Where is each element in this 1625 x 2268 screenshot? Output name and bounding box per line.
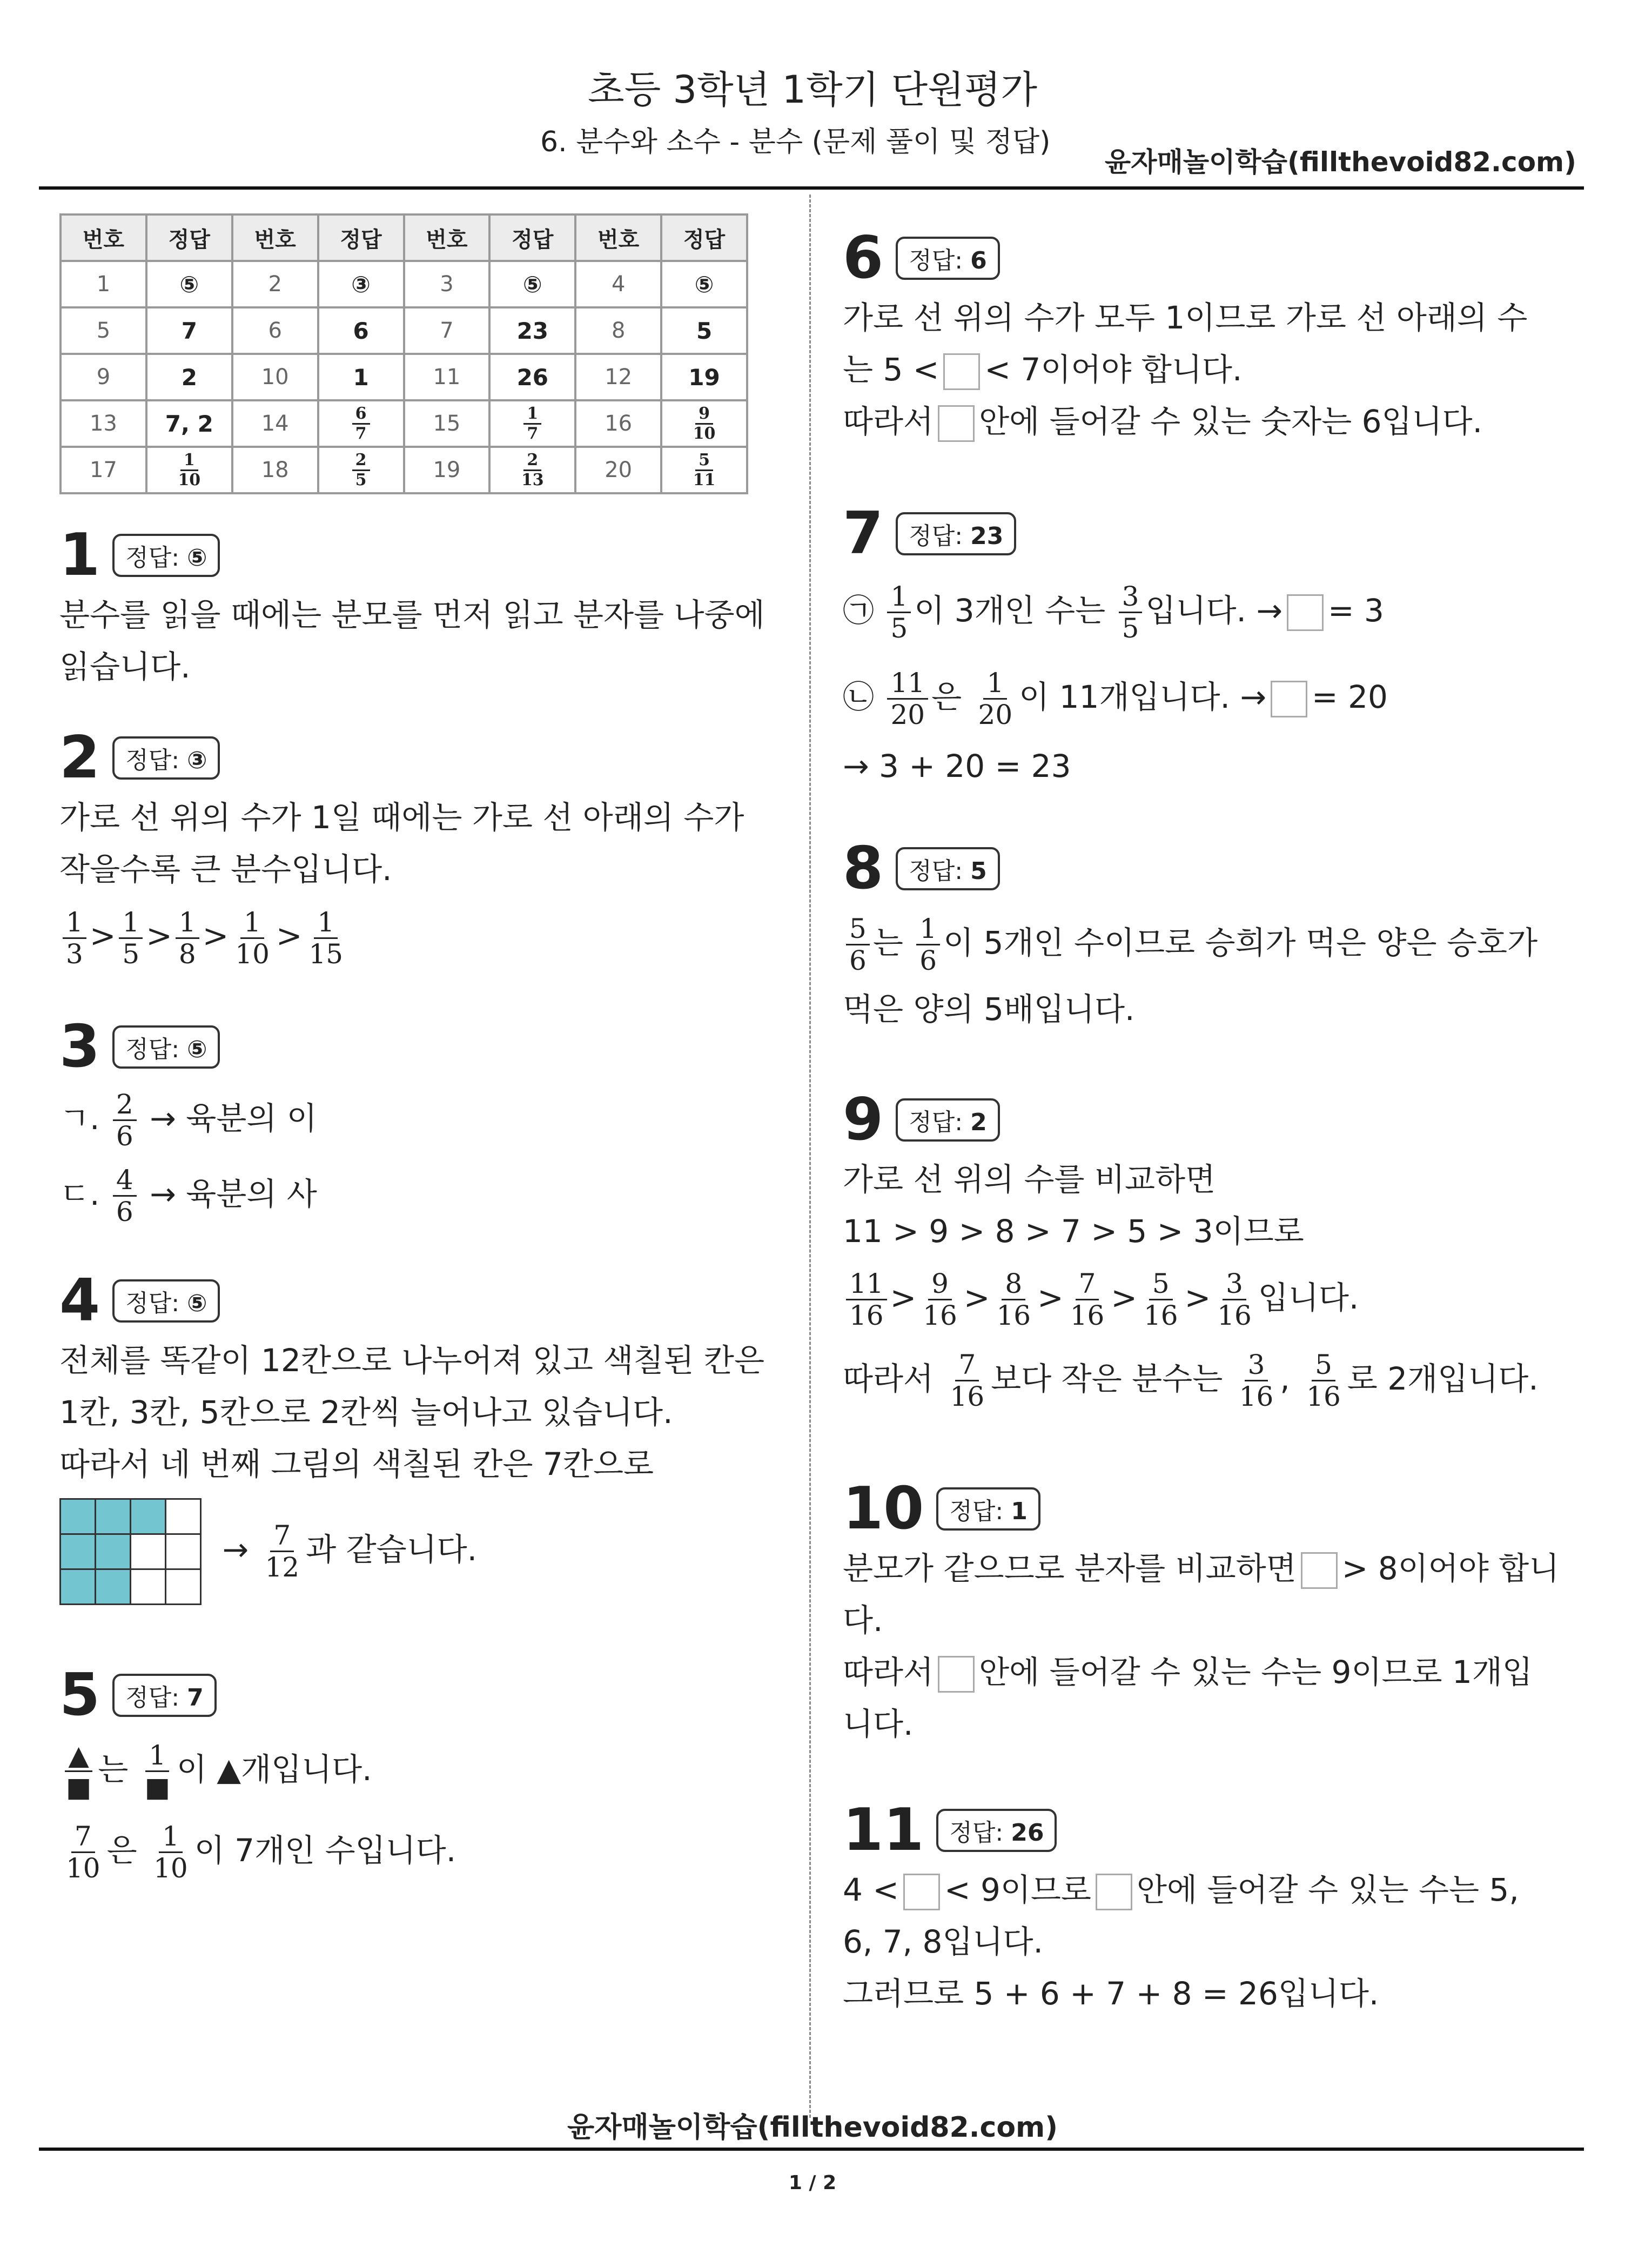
text: 안에 들어갈 수 있는 수는 9이므로 1개입	[979, 1654, 1533, 1690]
q-number: 17	[61, 447, 146, 493]
explanation-line: 전체를 똑같이 12칸으로 나누어져 있고 색칠된 칸은	[59, 1342, 764, 1379]
frac-den: 16	[1070, 1300, 1105, 1332]
explanation-line	[843, 1864, 1519, 1916]
frac-den: ■	[144, 1772, 170, 1803]
badge-label: 정답:	[909, 857, 963, 885]
q-answer: 23	[489, 307, 575, 354]
brand-footer: 윤자매놀이학습(fillthevoid82.com)	[567, 2111, 1058, 2144]
explanation-line	[843, 654, 1388, 740]
badge-answer: 23	[970, 522, 1004, 550]
q-answer	[661, 400, 747, 447]
text: 이 ▲개입니다.	[176, 1751, 372, 1788]
explanation-line	[843, 1338, 1539, 1419]
text: 로 2개입니다.	[1347, 1360, 1539, 1397]
gt-sign: >	[1037, 1279, 1064, 1316]
frac-num: 3	[1245, 1350, 1268, 1381]
badge-label: 정답:	[949, 1497, 1004, 1525]
q-number: 12	[575, 354, 661, 400]
question-1	[59, 521, 765, 693]
table-header: 정답	[661, 214, 747, 261]
q-answer: 7, 2	[146, 400, 232, 447]
question-3	[59, 1013, 317, 1232]
text: ,	[1280, 1360, 1290, 1397]
text: > 8이어야 합니	[1341, 1550, 1560, 1587]
table-header: 번호	[404, 214, 490, 261]
item-label: ㄷ.	[59, 1176, 100, 1212]
q-answer: ⑤	[489, 261, 575, 307]
page-subtitle: 6. 분수와 소수 - 분수 (문제 풀이 및 정답)	[540, 126, 1051, 158]
frac-num: 1	[176, 907, 199, 939]
gt-sign: >	[890, 1279, 917, 1316]
answer-badge	[112, 1674, 216, 1717]
q-number: 7	[404, 307, 490, 354]
badge-answer: ⑤	[187, 543, 207, 572]
frac-num: 1	[145, 1740, 169, 1772]
frac-den: 16	[923, 1300, 957, 1332]
q-answer	[489, 447, 575, 493]
grid-cell	[96, 1499, 131, 1534]
q-answer	[489, 400, 575, 447]
table-header: 번호	[61, 214, 146, 261]
q-number: 14	[232, 400, 318, 447]
frac-den: 10	[178, 470, 201, 489]
table-header: 번호	[232, 214, 318, 261]
page-title: 초등 3학년 1학기 단원평가	[587, 68, 1038, 112]
grid-line	[59, 1490, 764, 1609]
text: 이 11개입니다. →	[1019, 679, 1267, 715]
q-number: 1	[61, 261, 146, 307]
frac-den: 8	[178, 938, 196, 970]
column-divider	[809, 194, 811, 2118]
table-row	[61, 354, 747, 400]
q-number: 3	[404, 261, 490, 307]
q-number: 4	[575, 261, 661, 307]
frac-den: 16	[1306, 1381, 1341, 1413]
frac-num: 1	[887, 581, 911, 613]
explanation-line	[59, 1156, 317, 1232]
answer-badge	[936, 1809, 1057, 1852]
frac-den: 6	[116, 1196, 133, 1228]
explanation-line: 니다.	[843, 1706, 914, 1742]
frac-num: 5	[695, 451, 713, 471]
frac-num: 9	[695, 405, 713, 425]
text: 이 7개인 수입니다.	[194, 1832, 456, 1869]
table-header: 번호	[575, 214, 661, 261]
frac-num: 1	[159, 1821, 183, 1853]
text: = 20	[1312, 679, 1388, 715]
item-text: → 육분의 이	[150, 1100, 317, 1137]
question-number: 7	[843, 500, 884, 567]
tail-text: 과 같습니다.	[306, 1531, 478, 1568]
frac-den: 10	[153, 1853, 188, 1884]
explanation-line	[59, 1081, 317, 1156]
frac-den: ■	[66, 1772, 92, 1803]
answer-badge	[936, 1487, 1040, 1531]
frac-den: 11	[693, 470, 716, 489]
question-number: 4	[59, 1267, 100, 1334]
question-5	[59, 1661, 456, 1891]
text: 따라서	[843, 403, 934, 440]
question-10	[843, 1475, 1559, 1750]
explanation-line: 분수를 읽을 때에는 분모를 먼저 읽고 분자를 나중에	[59, 596, 765, 633]
grid-cell	[131, 1534, 166, 1569]
explanation-line: → 3 + 20 = 23	[843, 748, 1071, 784]
frac-den: 15	[308, 938, 344, 970]
item-text: → 육분의 사	[150, 1176, 317, 1212]
table-header: 정답	[489, 214, 575, 261]
text: 는	[98, 1751, 129, 1788]
blank-box	[1301, 1552, 1338, 1589]
blank-box	[1287, 594, 1324, 631]
badge-label: 정답:	[909, 522, 963, 550]
gt-sign: >	[963, 1279, 990, 1316]
explanation-line: 다.	[843, 1602, 883, 1639]
q-number: 19	[404, 447, 490, 493]
grid-cell	[61, 1569, 96, 1604]
grid-cell	[131, 1499, 166, 1534]
table-row	[61, 261, 747, 307]
frac-num: 2	[113, 1089, 137, 1121]
item-label: ㄱ.	[59, 1100, 100, 1137]
text: 는 5 <	[843, 351, 939, 388]
question-number: 5	[59, 1661, 100, 1729]
answer-badge	[112, 1025, 220, 1069]
text: < 7이어야 합니다.	[984, 351, 1243, 388]
frac-num: 1	[63, 907, 86, 939]
frac-num: 1	[180, 451, 198, 471]
frac-den: 16	[849, 1300, 884, 1332]
gt-sign: >	[202, 917, 229, 954]
q-number: 5	[61, 307, 146, 354]
badge-label: 정답:	[125, 1683, 180, 1712]
text: 안에 들어갈 수 있는 숫자는 6입니다.	[979, 403, 1483, 440]
explanation-line	[59, 1810, 456, 1891]
frac-den: 5	[890, 613, 908, 645]
blank-box	[938, 1656, 975, 1693]
blank-box	[1096, 1874, 1132, 1910]
question-number: 8	[843, 835, 884, 902]
table-row	[61, 400, 747, 447]
gt-sign: >	[146, 917, 172, 954]
text: = 3	[1328, 592, 1384, 629]
q-number: 15	[404, 400, 490, 447]
explanation-line	[843, 902, 1537, 983]
badge-answer: ③	[187, 746, 207, 774]
frac-den: 10	[693, 424, 716, 443]
grid-cell	[166, 1534, 201, 1569]
explanation-line	[843, 567, 1388, 654]
explanation-line	[59, 1729, 456, 1810]
explanation-line	[843, 344, 1527, 395]
frac-num: 7	[270, 1520, 294, 1552]
answer-badge	[896, 512, 1016, 555]
explanation-line: 가로 선 위의 수가 1일 때에는 가로 선 아래의 수가	[59, 799, 744, 836]
frac-den: 16	[996, 1300, 1031, 1332]
frac-den: 20	[978, 699, 1013, 731]
gt-sign: >	[1111, 1279, 1137, 1316]
blank-box	[943, 353, 980, 390]
gt-sign: >	[89, 917, 116, 954]
answer-badge	[112, 534, 220, 577]
frac-num: 1	[119, 907, 143, 939]
question-number: 11	[843, 1796, 924, 1864]
question-8	[843, 835, 1537, 1035]
frac-num: 5	[1149, 1269, 1173, 1300]
brand-header: 윤자매놀이학습(fillthevoid82.com)	[1104, 146, 1576, 178]
answer-badge	[112, 1279, 220, 1323]
text: 4 <	[843, 1871, 899, 1908]
q-number: 10	[232, 354, 318, 400]
frac-num: 5	[1312, 1350, 1335, 1381]
fraction-comparison	[59, 895, 744, 976]
explanation-line: 그러므로 5 + 6 + 7 + 8 = 26입니다.	[843, 1975, 1379, 2012]
q-number: 6	[232, 307, 318, 354]
text: 따라서	[843, 1360, 934, 1397]
frac-den: 12	[265, 1552, 300, 1583]
question-6	[843, 224, 1527, 447]
text: 분모가 같으므로 분자를 비교하면	[843, 1550, 1297, 1587]
question-7	[843, 500, 1388, 792]
question-2	[59, 724, 744, 976]
explanation-line: 먹은 양의 5배입니다.	[843, 991, 1135, 1028]
badge-answer: 7	[187, 1683, 204, 1712]
explanation-line	[843, 1646, 1559, 1698]
frac-den: 5	[355, 470, 367, 489]
explanation-line	[843, 395, 1527, 447]
grid-cell	[61, 1499, 96, 1534]
arrow-icon: →	[222, 1531, 249, 1568]
explanation-line: 읽습니다.	[59, 648, 191, 685]
frac-num: 9	[928, 1269, 952, 1300]
blank-box	[1271, 681, 1307, 717]
grid-cell	[166, 1499, 201, 1534]
table-row	[61, 447, 747, 493]
blank-box	[938, 405, 975, 442]
text: 입니다. →	[1145, 592, 1282, 629]
frac-den: 16	[1217, 1300, 1252, 1332]
question-number: 1	[59, 521, 100, 589]
text: 입니다.	[1258, 1279, 1359, 1316]
frac-num: 1	[983, 668, 1007, 700]
shaded-grid	[59, 1498, 202, 1605]
frac-num: ▲	[65, 1740, 92, 1772]
explanation-line: 6, 7, 8입니다.	[843, 1923, 1043, 1960]
blank-box	[903, 1874, 940, 1910]
text: 따라서	[843, 1654, 934, 1690]
q-answer: ⑤	[146, 261, 232, 307]
frac-den: 3	[66, 938, 83, 970]
footer-divider	[39, 2148, 1584, 2151]
text: 보다 작은 분수는	[991, 1360, 1223, 1397]
question-9	[843, 1086, 1539, 1419]
q-answer: 2	[146, 354, 232, 400]
gt-sign: >	[1184, 1279, 1211, 1316]
frac-num: 3	[1119, 581, 1143, 613]
q-number: 16	[575, 400, 661, 447]
question-number: 10	[843, 1475, 924, 1542]
q-answer	[318, 447, 404, 493]
q-answer: ⑤	[661, 261, 747, 307]
answer-badge	[112, 736, 220, 780]
frac-num: 7	[1076, 1269, 1099, 1300]
frac-den: 5	[1122, 613, 1139, 645]
q-number: 13	[61, 400, 146, 447]
q-number: 11	[404, 354, 490, 400]
frac-num: 2	[523, 451, 541, 471]
text: 이 3개인 수는	[914, 592, 1106, 629]
frac-den: 10	[235, 938, 270, 970]
frac-den: 16	[1239, 1381, 1274, 1413]
text: 는	[872, 924, 903, 961]
frac-den: 5	[122, 938, 140, 970]
q-answer: 7	[146, 307, 232, 354]
badge-label: 정답:	[909, 246, 963, 274]
q-answer	[661, 447, 747, 493]
answer-badge	[896, 1098, 999, 1142]
text: 안에 들어갈 수 있는 수는 5,	[1136, 1871, 1519, 1908]
page-number: 1 / 2	[788, 2172, 837, 2194]
q-answer: 26	[489, 354, 575, 400]
q-answer: 1	[318, 354, 404, 400]
text: < 9이므로	[944, 1871, 1091, 1908]
fraction-comparison	[843, 1257, 1539, 1338]
frac-num: 4	[113, 1165, 137, 1197]
frac-num: 3	[1223, 1269, 1246, 1300]
frac-num: 2	[352, 451, 370, 471]
explanation-line: 가로 선 위의 수를 비교하면	[843, 1161, 1216, 1198]
text: 이 5개인 수이므로 승희가 먹은 양은 승호가	[943, 924, 1538, 961]
table-header: 정답	[318, 214, 404, 261]
answer-badge	[896, 847, 999, 890]
answer-badge	[896, 237, 999, 280]
frac-den: 6	[919, 945, 937, 977]
badge-answer: ⑤	[187, 1289, 207, 1317]
explanation-line: 1칸, 3칸, 5칸으로 2칸씩 늘어나고 있습니다.	[59, 1394, 673, 1431]
frac-num: 11	[846, 1269, 887, 1300]
q-number: 18	[232, 447, 318, 493]
q-answer: 19	[661, 354, 747, 400]
frac-num: 1	[240, 907, 264, 939]
explanation-line: 11 > 9 > 8 > 7 > 5 > 3이므로	[843, 1213, 1304, 1250]
badge-answer: ⑤	[187, 1035, 207, 1063]
frac-num: 11	[887, 668, 928, 700]
badge-label: 정답:	[125, 543, 180, 572]
frac-num: 8	[1002, 1269, 1025, 1300]
frac-num: 5	[846, 914, 870, 945]
q-answer	[318, 400, 404, 447]
q-number: 20	[575, 447, 661, 493]
q-number: 2	[232, 261, 318, 307]
grid-cell	[61, 1534, 96, 1569]
frac-den: 13	[521, 470, 544, 489]
table-header: 정답	[146, 214, 232, 261]
q-answer: 6	[318, 307, 404, 354]
explanation-line: 가로 선 위의 수가 모두 1이므로 가로 선 아래의 수	[843, 299, 1528, 336]
badge-label: 정답:	[909, 1108, 963, 1136]
table-row	[61, 307, 747, 354]
badge-answer: 1	[1011, 1497, 1028, 1525]
grid-cell	[131, 1569, 166, 1604]
q-answer: 5	[661, 307, 747, 354]
question-number: 6	[843, 224, 884, 292]
q-answer	[146, 447, 232, 493]
answer-table	[59, 213, 748, 494]
frac-num: 1	[314, 907, 338, 939]
grid-cell	[166, 1569, 201, 1604]
question-11	[843, 1796, 1519, 2019]
question-number: 9	[843, 1086, 884, 1153]
frac-num: 1	[916, 914, 940, 945]
q-number: 9	[61, 354, 146, 400]
text: 은	[931, 679, 962, 715]
grid-cell	[96, 1569, 131, 1604]
question-number: 3	[59, 1013, 100, 1081]
item-label: ㉡	[843, 679, 875, 715]
badge-answer: 26	[1011, 1819, 1044, 1847]
frac-den: 6	[849, 945, 867, 977]
badge-label: 정답:	[125, 746, 180, 774]
frac-den: 20	[890, 699, 925, 731]
frac-num: 6	[352, 405, 370, 425]
badge-answer: 5	[970, 857, 987, 885]
badge-answer: 2	[970, 1108, 987, 1136]
badge-answer: 6	[970, 246, 987, 274]
frac-den: 6	[116, 1120, 133, 1152]
frac-num: 7	[71, 1821, 95, 1853]
frac-den: 16	[1143, 1300, 1178, 1332]
explanation-line: 작을수록 큰 분수입니다.	[59, 851, 392, 888]
explanation-line	[843, 1542, 1559, 1594]
frac-den: 10	[66, 1853, 100, 1884]
frac-den: 7	[355, 424, 367, 443]
grid-cell	[96, 1534, 131, 1569]
frac-num: 7	[955, 1350, 979, 1381]
header-divider	[39, 186, 1584, 190]
explanation-line: 따라서 네 번째 그림의 색칠된 칸은 7칸으로	[59, 1446, 654, 1482]
q-number: 8	[575, 307, 661, 354]
item-label: ㉠	[843, 592, 875, 629]
badge-label: 정답:	[949, 1819, 1004, 1847]
badge-label: 정답:	[125, 1289, 180, 1317]
text: 은	[106, 1832, 137, 1869]
badge-label: 정답:	[125, 1035, 180, 1063]
question-4	[59, 1267, 764, 1609]
frac-den: 7	[527, 424, 539, 443]
frac-num: 1	[523, 405, 541, 425]
gt-sign: >	[276, 917, 303, 954]
question-number: 2	[59, 724, 100, 791]
frac-den: 16	[950, 1381, 985, 1413]
q-answer: ③	[318, 261, 404, 307]
